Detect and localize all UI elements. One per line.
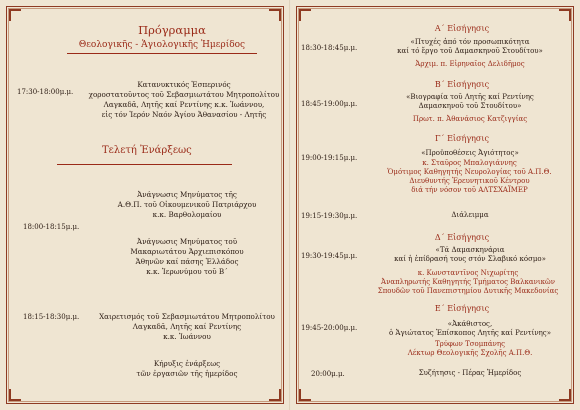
right-panel (296, 6, 574, 404)
session-a-time: 18:30-18:45μ.μ. (301, 44, 358, 52)
ornament-corner (559, 389, 571, 401)
speaker-line: Σπουδῶν τοῦ Πανεπιστημίου Δυτικῆς Μακεδονίας (377, 287, 559, 295)
talk-line: «Τά Δαμασκηνάρια (435, 246, 505, 254)
message-line: Ἀνάγνωσις Μηνύματος τῆς (137, 190, 237, 199)
ornament-corner (269, 389, 281, 401)
vespers-block (87, 80, 281, 120)
talk-line: καί τό ἔργο τοῦ Δαμασκηνοῦ Στουδίτου» (397, 47, 543, 55)
declaration-line: Κήρυξις ἐνάρξεως (153, 359, 221, 368)
greeting-line: Λαγκαδᾶ, Λητῆς καί Ρεντίνης (132, 322, 242, 331)
session-b-header: Β΄ Εἰσήγησις (434, 80, 490, 89)
vespers-line: χοροστατοῦντος τοῦ Σεβασμιωτάτου Μητροπολίτου (88, 90, 280, 99)
session-b-talk (375, 93, 565, 111)
session-e-time: 19:45-20:00μ.μ. (301, 324, 358, 332)
ornament-corner (299, 389, 311, 401)
opening-declaration (102, 359, 272, 379)
speaker-line: Ἀναπληρωτής Καθηγητής Τμήματος Βαλκανικῶν (381, 278, 555, 286)
speaker-line: διά τήν νόσον τοῦ ΑΛΤΣΧΑΪΜΕΡ (411, 186, 528, 194)
message-line: Ἀνάγνωσις Μηνύματος τοῦ (136, 237, 238, 246)
session-d-talk (375, 246, 565, 264)
session-d-time: 19:30-19:45μ.μ. (301, 252, 358, 260)
speaker-line: κ. Σταῦρος Μπαλογιάννης (422, 159, 517, 167)
speaker-line: κ. Κωνσταντῖνος Νιχωρίτης (417, 269, 519, 277)
talk-line: καί ἡ ἐπίδρασή τους στόν Σλαβικό κόσμο» (394, 255, 546, 263)
session-a-header: Α΄ Εἰσήγησις (434, 24, 490, 33)
greeting-line: Χαιρετισμός τοῦ Σεβασμιωτάτου Μητροπολίτου (99, 312, 275, 321)
vespers-line: Λαγκαδᾶ, Λητῆς καί Ρεντίνης κ.κ. Ἰωάννου, (103, 100, 265, 109)
message-line: κ.κ. Βαρθολομαίου (152, 210, 222, 219)
message-line: Α.Θ.Π. τοῦ Οἰκουμενικοῦ Πατριάρχου (117, 200, 257, 209)
talk-line: «Βιογραφία τοῦ Λητῆς καί Ρεντίνης (406, 93, 534, 101)
opening-divider (57, 164, 232, 165)
program-subtitle: Θεολογικῆς - Ἁγιολογικῆς Ἡμερίδος (78, 40, 246, 50)
vespers-time: 17:30-18:00μ.μ. (17, 88, 74, 96)
final-time: 20:00μ.μ. (311, 370, 345, 378)
archbishop-message (102, 237, 272, 277)
session-c-time: 19:00-19:15μ.μ. (301, 154, 358, 162)
opening-time: 18:00-18:15μ.μ. (23, 223, 80, 231)
vespers-line: Κατανυκτικός Ἑσπερινός (137, 80, 231, 89)
opening-title: Τελετή Ἐνάρξεως (102, 145, 192, 156)
session-e-header: Ε΄ Εἰσήγησις (434, 304, 490, 313)
message-line: κ.κ. Ἱερωνύμου τοῦ Β΄ (146, 267, 228, 276)
message-line: Μακαριωτάτου Ἀρχιεπισκόπου (130, 247, 244, 256)
ornament-corner (559, 9, 571, 21)
program-title: Πρόγραμμα (138, 23, 206, 37)
break-time: 19:15-19:30μ.μ. (301, 212, 358, 220)
session-e-speaker (375, 340, 565, 358)
greeting-line: κ.κ. Ἰωάννου (163, 332, 211, 341)
session-a-speaker: Ἀρχιμ. π. Εἰρηναῖος Δελιδῆμος (415, 60, 525, 68)
break-label: Διάλειμμα (451, 211, 489, 219)
metropolitan-greeting (92, 312, 282, 342)
ornament-corner (9, 389, 21, 401)
speaker-line: Ὁμότιμος Καθηγητής Νευρολογίας τοῦ Α.Π.Θ. (387, 168, 552, 176)
session-c-speaker (367, 159, 572, 195)
talk-line: «Ἀκάθιστος, (447, 320, 493, 328)
patriarch-message (102, 190, 272, 220)
greeting-time: 18:15-18:30μ.μ. (23, 313, 80, 321)
left-panel (6, 6, 284, 404)
session-a-talk (375, 38, 565, 56)
session-d-speaker (363, 269, 573, 296)
declaration-line: τῶν ἐργασιῶν τῆς ἡμερίδος (136, 369, 238, 378)
session-b-time: 18:45-19:00μ.μ. (301, 100, 358, 108)
talk-line: «Πτυχές ἀπό τόν προσωπικότητα (410, 38, 530, 46)
speaker-line: Λέκτωρ Θεολογικῆς Σχολῆς Α.Π.Θ. (407, 349, 533, 357)
final-label: Συζήτησις - Πέρας Ἡμερίδος (418, 369, 522, 377)
speaker-line: Τρύφων Τσομπάνης (434, 340, 506, 348)
ornament-corner (269, 9, 281, 21)
session-e-talk (375, 320, 565, 338)
session-b-speaker: Πρωτ. π. Ἀθανάσιος Κατζιγγίας (412, 115, 528, 123)
vespers-line: εἰς τόν Ἱερόν Ναόν Ἁγίου Ἀθανασίου - Λητῆς (101, 110, 267, 119)
message-line: Ἀθηνῶν καί πάσης Ἑλλάδος (135, 257, 239, 266)
ornament-corner (299, 9, 311, 21)
session-c-talk: «Προϋποθέσεις Ἁγιότητος» (421, 149, 519, 157)
session-c-header: Γ΄ Εἰσήγησις (435, 134, 489, 143)
talk-line: ὁ Ἁγιώτατος Ἐπίσκοπος Λητῆς καί Ρεντίνης» (388, 329, 551, 337)
talk-line: Δαμασκηνοῦ τοῦ Στουδίτου» (418, 102, 522, 110)
center-fold (289, 0, 291, 410)
speaker-line: Διευθυντής Ἐρευνητικοῦ Κέντρου (409, 177, 530, 185)
title-divider (67, 53, 257, 54)
session-d-header: Δ΄ Εἰσήγησις (434, 233, 490, 242)
ornament-corner (9, 9, 21, 21)
